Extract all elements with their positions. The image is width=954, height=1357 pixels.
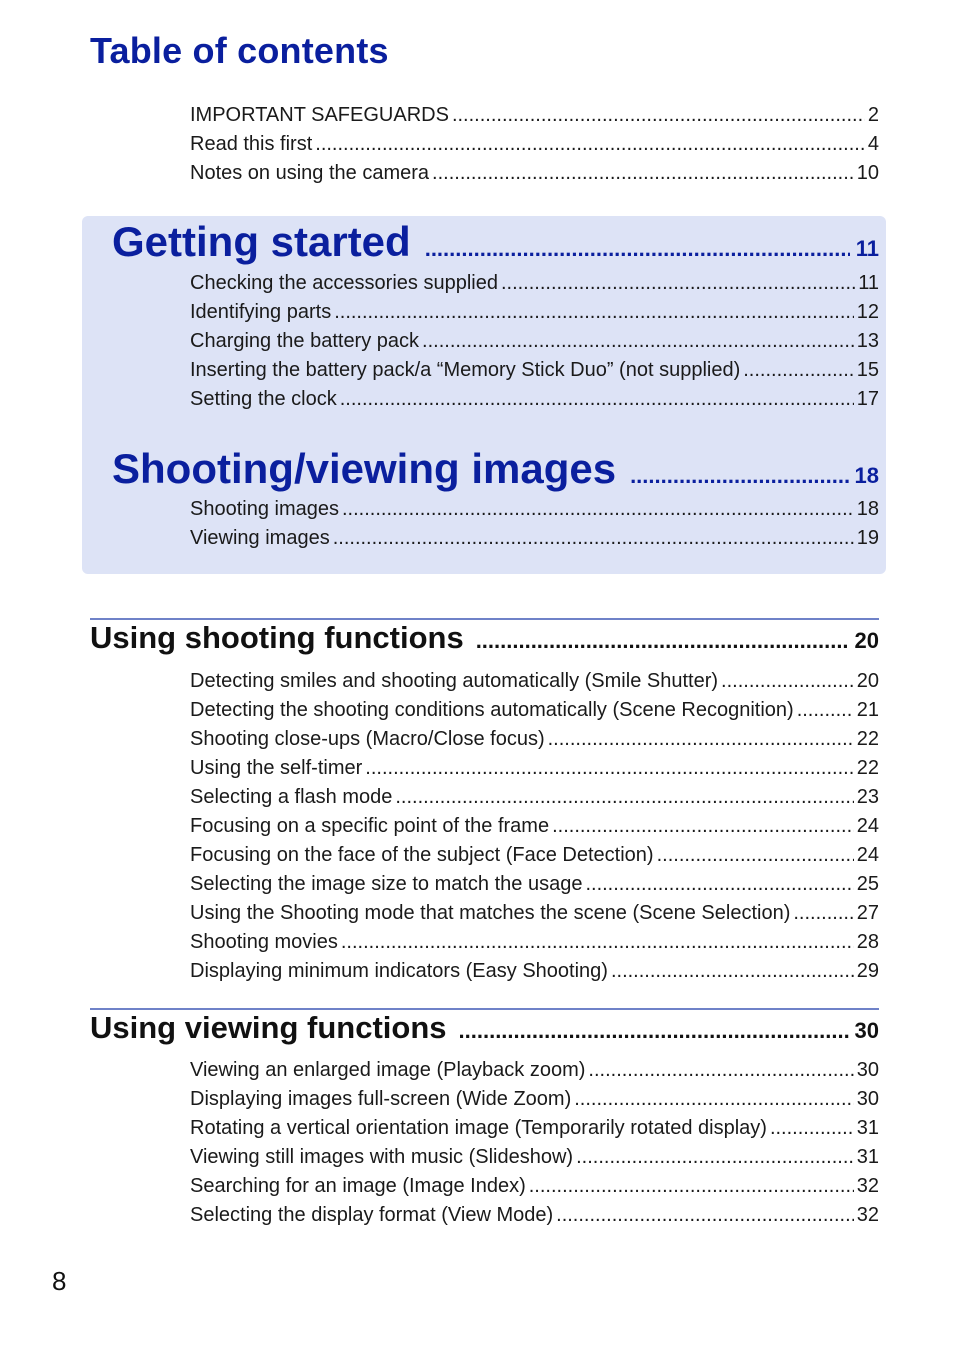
entry-page: 17 [856, 388, 879, 410]
getting-started-list [190, 269, 879, 414]
entry-page: 22 [856, 728, 879, 750]
section-heading-label: Shooting/viewing images [112, 445, 617, 492]
entry-page: 2 [867, 104, 879, 126]
page-number: 8 [52, 1266, 67, 1296]
entry-label: Displaying images full-screen (Wide Zoom) [190, 1088, 572, 1110]
entry-page: 30 [856, 1088, 879, 1110]
entry-page: 4 [867, 133, 879, 155]
shooting-viewing-list [190, 495, 879, 553]
section-heading-viewing-functions[interactable] [90, 1010, 879, 1046]
entry-page: 19 [856, 527, 879, 549]
toc-entry[interactable] [190, 957, 879, 986]
entry-label: Using the Shooting mode that matches the scene (Scene Selection) [190, 902, 791, 924]
viewing-functions-list [190, 1056, 879, 1230]
entry-page: 21 [856, 699, 879, 721]
toc-entry[interactable] [190, 1201, 879, 1230]
entry-page: 31 [856, 1146, 879, 1168]
entry-page: 12 [856, 301, 879, 323]
intro-list [190, 101, 879, 188]
entry-label: Viewing still images with music (Slideshow) [190, 1146, 574, 1168]
toc-entry[interactable] [190, 327, 879, 356]
entry-label: Viewing images [190, 527, 330, 549]
entry-page: 29 [856, 960, 879, 982]
entry-page: 18 [856, 498, 879, 520]
section-heading-page: 18 [854, 463, 879, 488]
entry-label: Identifying parts [190, 301, 332, 323]
section-heading-shooting-viewing[interactable] [112, 445, 879, 493]
toc-entry[interactable] [190, 899, 879, 928]
entry-label: Charging the battery pack [190, 330, 420, 352]
entry-label: Rotating a vertical orientation image (Temporarily rotated display) [190, 1117, 767, 1139]
toc-entry[interactable] [190, 1172, 879, 1201]
entry-page: 20 [856, 670, 879, 692]
toc-entry-notes-camera[interactable] [190, 159, 879, 188]
section-heading-label: Getting started [112, 218, 411, 265]
section-heading-label: Using shooting functions [90, 620, 464, 655]
section-heading-shooting-functions[interactable] [90, 620, 879, 656]
entry-page: 32 [856, 1204, 879, 1226]
section-heading-page: 11 [855, 236, 879, 261]
entry-label: Selecting a flash mode [190, 786, 393, 808]
toc-entry[interactable] [190, 495, 879, 524]
entry-label: Selecting the display format (View Mode) [190, 1204, 554, 1226]
toc-entry[interactable] [190, 269, 879, 298]
toc-entry[interactable] [190, 356, 879, 385]
entry-page: 28 [856, 931, 879, 953]
entry-page: 10 [856, 162, 879, 184]
toc-entry[interactable] [190, 1143, 879, 1172]
entry-page: 11 [858, 272, 879, 294]
entry-page: 30 [856, 1059, 879, 1081]
toc-entry[interactable] [190, 696, 879, 725]
entry-label: Searching for an image (Image Index) [190, 1175, 526, 1197]
toc-entry-important-safeguards[interactable] [190, 101, 879, 130]
toc-entry[interactable] [190, 841, 879, 870]
toc-entry[interactable] [190, 870, 879, 899]
toc-entry[interactable] [190, 725, 879, 754]
entry-label: Notes on using the camera [190, 162, 430, 184]
entry-page: 31 [856, 1117, 879, 1139]
section-heading-getting-started[interactable] [112, 218, 879, 266]
toc-entry[interactable] [190, 783, 879, 812]
entry-page: 23 [856, 786, 879, 808]
entry-label: Detecting the shooting conditions automatically (Scene Recognition) [190, 699, 794, 721]
toc-entry[interactable] [190, 667, 879, 696]
toc-entry[interactable] [190, 298, 879, 327]
entry-label: Focusing on the face of the subject (Face Detection) [190, 844, 654, 866]
toc-entry[interactable] [190, 1114, 879, 1143]
entry-page: 15 [856, 359, 879, 381]
entry-page: 32 [856, 1175, 879, 1197]
entry-label: Inserting the battery pack/a “Memory Stick Duo” (not supplied) [190, 359, 741, 381]
entry-label: Shooting close-ups (Macro/Close focus) [190, 728, 545, 750]
entry-label: Displaying minimum indicators (Easy Shooting) [190, 960, 608, 982]
entry-label: Detecting smiles and shooting automatically (Smile Shutter) [190, 670, 719, 692]
entry-label: Checking the accessories supplied [190, 272, 498, 294]
entry-label: Selecting the image size to match the usage [190, 873, 583, 895]
entry-label: Read this first [190, 133, 313, 155]
section-heading-label: Using viewing functions [90, 1010, 447, 1045]
entry-page: 13 [856, 330, 879, 352]
entry-label: Setting the clock [190, 388, 337, 410]
entry-label: Using the self-timer [190, 757, 363, 779]
toc-entry[interactable] [190, 1056, 879, 1085]
entry-label: Shooting movies [190, 931, 338, 953]
entry-page: 24 [856, 844, 879, 866]
toc-entry[interactable] [190, 754, 879, 783]
entry-page: 24 [856, 815, 879, 837]
shooting-functions-list [190, 667, 879, 986]
toc-entry[interactable] [190, 524, 879, 553]
section-heading-page: 20 [854, 628, 879, 653]
entry-label: Viewing an enlarged image (Playback zoom) [190, 1059, 586, 1081]
entry-label: IMPORTANT SAFEGUARDS [190, 104, 449, 126]
entry-page: 22 [856, 757, 879, 779]
entry-label: Focusing on a specific point of the frame [190, 815, 550, 837]
entry-page: 27 [856, 902, 879, 924]
toc-entry-read-this-first[interactable] [190, 130, 879, 159]
section-heading-page: 30 [854, 1018, 879, 1043]
toc-entry[interactable] [190, 812, 879, 841]
entry-label: Shooting images [190, 498, 339, 520]
toc-entry[interactable] [190, 1085, 879, 1114]
toc-entry[interactable] [190, 385, 879, 414]
entry-page: 25 [856, 873, 879, 895]
toc-entry[interactable] [190, 928, 879, 957]
page-title: Table of contents [90, 30, 389, 71]
